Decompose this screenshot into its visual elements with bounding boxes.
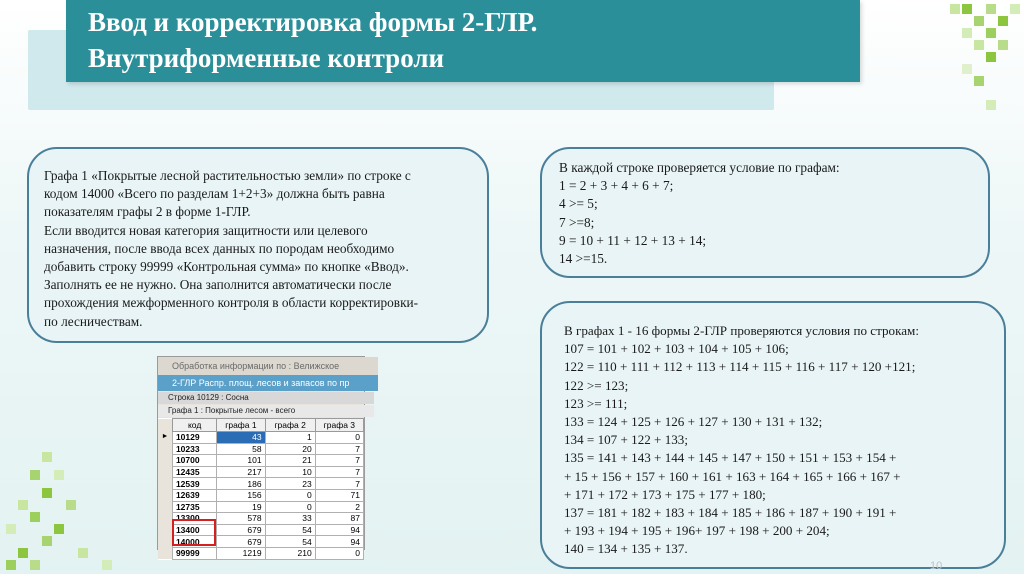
text-line: 137 = 181 + 182 + 183 + 184 + 185 + 186 + 187 + 190 + 191 + <box>564 505 897 521</box>
text-line: прохождения межформенного контроля в области корректировки- <box>44 295 419 311</box>
table-cell[interactable]: 0 <box>315 432 363 444</box>
table-cell[interactable]: 54 <box>265 524 315 536</box>
slide-title-box <box>66 0 860 82</box>
table-cell[interactable]: 33 <box>265 513 315 525</box>
text-line: 133 = 124 + 125 + 126 + 127 + 130 + 131 + 132; <box>564 414 823 430</box>
text-line: 107 = 101 + 102 + 103 + 104 + 105 + 106; <box>564 341 789 357</box>
table-cell[interactable]: 87 <box>315 513 363 525</box>
table-cell[interactable]: 210 <box>265 547 315 559</box>
text-line: показателям графы 2 в форме 1-ГЛР. <box>44 204 251 220</box>
table-cell[interactable]: 2 <box>315 501 363 513</box>
table-cell[interactable]: 217 <box>217 466 265 478</box>
table-row[interactable] <box>158 432 364 444</box>
table-cell[interactable]: 0 <box>265 501 315 513</box>
text-line: по лесничествам. <box>44 313 143 329</box>
window-title: Обработка информации по : Велижское <box>158 357 378 375</box>
table-cell[interactable]: 7 <box>315 466 363 478</box>
table-cell[interactable]: 0 <box>265 489 315 501</box>
column-header[interactable]: графа 1 <box>217 419 265 432</box>
table-cell[interactable]: 156 <box>217 489 265 501</box>
column-header[interactable]: графа 3 <box>315 419 363 432</box>
table-cell[interactable]: 19 <box>217 501 265 513</box>
table-cell[interactable]: 7 <box>315 455 363 467</box>
table-cell[interactable]: 43 <box>217 432 265 444</box>
table-cell[interactable]: 99999 <box>172 547 216 559</box>
column-header[interactable]: графа 2 <box>265 419 315 432</box>
table-row[interactable] <box>158 466 364 478</box>
table-cell[interactable]: 21 <box>265 455 315 467</box>
text-line: 9 = 10 + 11 + 12 + 13 + 14; <box>559 232 707 248</box>
graph1-rule-box <box>27 147 489 343</box>
text-line: В каждой строке проверяется условие по графам: <box>559 160 840 175</box>
table-cell[interactable]: 10129 <box>172 432 216 444</box>
table-cell[interactable]: 12539 <box>172 478 216 490</box>
text-line: кодом 14000 «Всего по разделам 1+2+3» должна быть равна <box>44 186 385 202</box>
table-cell[interactable]: 578 <box>217 513 265 525</box>
text-line: добавить строку 99999 «Контрольная сумма» по кнопке «Ввод». <box>44 259 409 275</box>
text-line: Если вводится новая категория защитности или целевого <box>44 222 368 238</box>
page-number: 10 <box>930 560 943 572</box>
table-cell[interactable]: 186 <box>217 478 265 490</box>
table-row[interactable] <box>158 478 364 490</box>
table-row[interactable] <box>158 443 364 455</box>
text-line: 4 >= 5; <box>559 196 598 212</box>
text-line: 122 = 110 + 111 + 112 + 113 + 114 + 115 + 116 + 117 + 120 +121; <box>564 359 916 375</box>
current-column-info: Графа 1 : Покрытые лесом - всего <box>158 405 374 417</box>
table-cell[interactable]: 12639 <box>172 489 216 501</box>
table-cell[interactable]: 20 <box>265 443 315 455</box>
table-cell[interactable]: 0 <box>315 547 363 559</box>
column-conditions-box <box>540 147 990 278</box>
table-cell[interactable]: 10700 <box>172 455 216 467</box>
table-cell[interactable]: 71 <box>315 489 363 501</box>
text-line: + 15 + 156 + 157 + 160 + 161 + 163 + 164 + 165 + 166 + 167 + <box>564 468 901 484</box>
table-row[interactable] <box>158 455 364 467</box>
table-cell[interactable]: 13300 <box>172 513 216 525</box>
text-line: Графа 1 «Покрытые лесной растительностью земли» по строке с <box>44 168 411 183</box>
text-line: 140 = 134 + 135 + 137. <box>564 541 688 557</box>
table-cell[interactable]: 58 <box>217 443 265 455</box>
table-cell[interactable]: 54 <box>265 536 315 548</box>
table-cell[interactable]: 10233 <box>172 443 216 455</box>
table-cell[interactable]: 12435 <box>172 466 216 478</box>
table-row[interactable] <box>158 489 364 501</box>
text-line: 134 = 107 + 122 + 133; <box>564 432 688 448</box>
text-line: В графах 1 - 16 формы 2-ГЛР проверяются условия по строкам: <box>564 323 919 338</box>
table-cell[interactable]: 23 <box>265 478 315 490</box>
table-cell[interactable]: 679 <box>217 536 265 548</box>
text-line: 123 >= 111; <box>564 395 628 411</box>
slide-title: Ввод и корректировка формы 2-ГЛР. <box>88 7 538 37</box>
table-cell[interactable]: 7 <box>315 478 363 490</box>
highlight-frame <box>172 519 216 546</box>
table-cell[interactable]: 7 <box>315 443 363 455</box>
table-cell[interactable]: 10 <box>265 466 315 478</box>
text-line: Заполнять ее не нужно. Она заполнится автоматически после <box>44 277 392 293</box>
table-cell[interactable]: 12735 <box>172 501 216 513</box>
text-line: 14 >=15. <box>559 251 608 267</box>
text-line: 7 >=8; <box>559 214 595 230</box>
current-row-info: Строка 10129 : Сосна <box>158 392 374 404</box>
table-row-checksum[interactable] <box>158 547 364 559</box>
current-row-marker-icon: ► <box>158 432 172 444</box>
text-line: 1 = 2 + 3 + 4 + 6 + 7; <box>559 178 674 194</box>
table-cell[interactable]: 94 <box>315 536 363 548</box>
table-cell[interactable]: 94 <box>315 524 363 536</box>
table-cell[interactable]: 14000 <box>172 536 216 548</box>
text-line: 122 >= 123; <box>564 377 629 393</box>
table-cell[interactable]: 679 <box>217 524 265 536</box>
slide-subtitle: Внутриформенные контроли <box>88 43 445 73</box>
table-cell[interactable]: 1219 <box>217 547 265 559</box>
text-line: назначения, после ввода всех данных по породам необходимо <box>44 240 395 256</box>
text-line: 135 = 141 + 143 + 144 + 145 + 147 + 150 + 151 + 153 + 154 + <box>564 450 897 466</box>
table-cell[interactable]: 101 <box>217 455 265 467</box>
text-line: + 193 + 194 + 195 + 196+ 197 + 198 + 200 + 204; <box>564 523 830 539</box>
text-line: + 171 + 172 + 173 + 175 + 177 + 180; <box>564 486 766 502</box>
column-header[interactable]: код <box>172 419 216 432</box>
table-row[interactable] <box>158 501 364 513</box>
table-cell[interactable]: 13400 <box>172 524 216 536</box>
row-marker-header <box>158 419 172 432</box>
row-conditions-box <box>540 301 1006 569</box>
form-title-bar: 2-ГЛР Распр. площ. лесов и запасов по пр <box>158 375 378 391</box>
table-cell[interactable]: 1 <box>265 432 315 444</box>
